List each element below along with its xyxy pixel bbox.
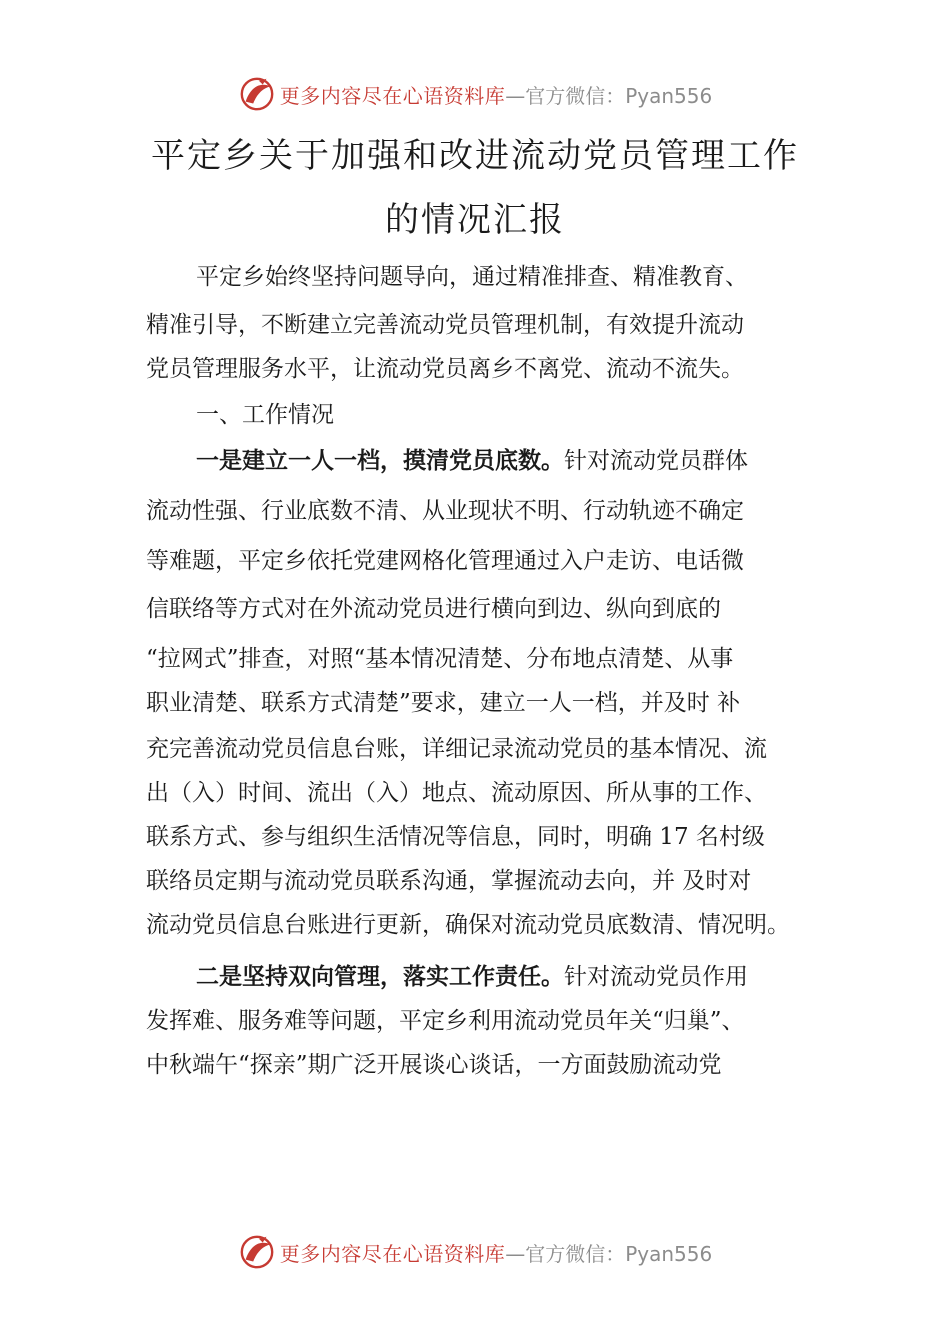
watermark-banner-bottom xyxy=(0,1232,950,1272)
watermark-gray-text: —官方微信：Pyan556 xyxy=(505,83,713,108)
intro-line-2: 精准引导，不断建立完善流动党员管理机制，有效提升流动 xyxy=(146,312,744,338)
point1-line-2: 流动性强、行业底数不清、从业现状不明、行动轨迹不确定 xyxy=(146,498,744,524)
point2-first-line xyxy=(196,958,748,991)
point2-line-2: 发挥难、服务难等问题，平定乡利用流动党员年关“归巢”、 xyxy=(146,1008,745,1034)
point1-first-line-rest: 针对流动党员群体 xyxy=(564,448,748,474)
brand-logo-icon xyxy=(238,1233,276,1271)
point1-bold-lead: 一是建立一人一档，摸清党员底数。 xyxy=(196,448,564,474)
document-title-line-2: 的情况汇报 xyxy=(385,200,565,240)
watermark-gray-text: —官方微信：Pyan556 xyxy=(505,1241,713,1266)
point1-line-9: 联系方式、参与组织生活情况等信息，同时，明确 17 名村级 xyxy=(146,824,765,850)
intro-line-3: 党员管理服务水平，让流动党员离乡不离党、流动不流失。 xyxy=(146,356,744,382)
brand-logo-icon xyxy=(238,75,276,113)
point1-line-3: 等难题，平定乡依托党建网格化管理通过入户走访、电话微 xyxy=(146,548,744,574)
point1-line-10: 联络员定期与流动党员联系沟通，掌握流动去向，并 及时对 xyxy=(146,868,752,894)
point2-bold-lead: 二是坚持双向管理，落实工作责任。 xyxy=(196,964,564,990)
watermark-red-text: 更多内容尽在心语资料库 xyxy=(279,1241,506,1266)
point2-line-3: 中秋端午“探亲”期广泛开展谈心谈话，一方面鼓励流动党 xyxy=(146,1052,722,1078)
intro-line-1: 平定乡始终坚持问题导向，通过精准排查、精准教育、 xyxy=(196,264,748,290)
point1-line-11: 流动党员信息台账进行更新，确保对流动党员底数清、情况明。 xyxy=(146,912,790,938)
point1-line-7: 充完善流动党员信息台账，详细记录流动党员的基本情况、流 xyxy=(146,736,767,762)
section-heading: 一、工作情况 xyxy=(196,402,334,428)
point1-first-line xyxy=(196,442,748,475)
point2-first-line-rest: 针对流动党员作用 xyxy=(564,964,748,990)
watermark-banner-top xyxy=(0,74,950,114)
point1-line-5: “拉网式”排查，对照“基本情况清楚、分布地点清楚、从事 xyxy=(146,646,734,672)
point1-line-6: 职业清楚、联系方式清楚”要求，建立一人一档，并及时 补 xyxy=(146,690,741,716)
watermark-red-text: 更多内容尽在心语资料库 xyxy=(279,83,506,108)
point1-line-8: 出（入）时间、流出（入）地点、流动原因、所从事的工作、 xyxy=(146,780,767,806)
document-title-line-1: 平定乡关于加强和改进流动党员管理工作 xyxy=(151,136,799,176)
point1-line-4: 信联络等方式对在外流动党员进行横向到边、纵向到底的 xyxy=(146,596,721,622)
